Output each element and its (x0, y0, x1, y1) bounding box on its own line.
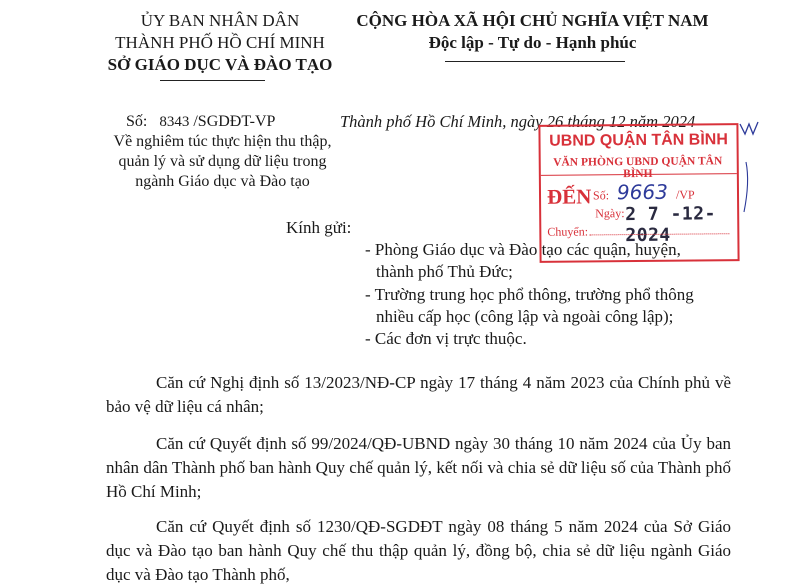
handwritten-mark-icon (736, 112, 766, 222)
stamp-so-label: Số: (592, 188, 610, 203)
paragraph-2: Căn cứ Quyết định số 99/2024/QĐ-UBND ngày 30 tháng 10 năm 2024 của Ủy ban nhân dân Thành phố ban hành Quy chế quản lý, kết nối và chia sẻ dữ liệu số của Thành phố Hồ Chí Minh; (106, 434, 731, 501)
issue-date: Thành phố Hồ Chí Minh, ngày 26 tháng 12 năm 2024 (340, 112, 696, 131)
document-number (126, 113, 275, 131)
stamp-date-value: 2 7 -12- 2024 (625, 203, 716, 247)
paragraph-1: Căn cứ Nghị định số 13/2023/NĐ-CP ngày 17 tháng 4 năm 2023 của Chính phủ về bảo vệ dữ liệu cá nhân; (106, 373, 731, 416)
agency-line-2: THÀNH PHỐ HỒ CHÍ MINH (115, 33, 325, 52)
doc-number-prefix: Số: (126, 113, 148, 130)
agency-department: SỞ GIÁO DỤC VÀ ĐÀO TẠO (107, 55, 333, 74)
stamp-vp: /VP (675, 187, 695, 202)
subject-line-3: ngành Giáo dục và Đào tạo (135, 173, 310, 190)
doc-number-value: 8343 (159, 114, 190, 130)
stamp-district: UBND QUẬN TÂN BÌNH (549, 131, 728, 150)
stamp-den: ĐẾN (546, 184, 592, 209)
recipient-line-1: - Phòng Giáo dục và Đào tạo các quận, huyện, (365, 240, 681, 259)
motto-underline (445, 61, 625, 62)
doc-number-suffix: /SGDĐT-VP (193, 113, 276, 130)
subject-line-2: quản lý và sử dụng dữ liệu trong (118, 153, 327, 170)
recipient-line-4: nhiều cấp học (công lập và ngoài công lập); (376, 307, 674, 326)
subject-line-1: Về nghiêm túc thực hiện thu thập, (113, 133, 332, 150)
recipient-line-2: thành phố Thủ Đức; (376, 262, 513, 281)
stamp-office: VĂN PHÒNG UBND QUẬN TÂN BÌNH (553, 155, 723, 181)
paragraph-3: Căn cứ Quyết định số 1230/QĐ-SGDĐT ngày 08 tháng 5 năm 2024 của Sở Giáo dục và Đào tạo ban hành Quy chế thu thập quản lý, đồng bộ, chia sẻ dữ liệu ngành Giáo dục và Đào tạo Thành phố, (106, 517, 731, 584)
greeting: Kính gửi: (286, 218, 352, 237)
stamp-chuyen-label: Chuyển: (547, 224, 589, 239)
stamp-ngay-label: Ngày: (595, 206, 625, 221)
national-motto: Độc lập - Tự do - Hạnh phúc (428, 33, 637, 52)
recipient-line-3: - Trường trung học phổ thông, trường phổ thông (365, 285, 694, 304)
recipient-line-5: - Các đơn vị trực thuộc. (365, 329, 527, 348)
national-title: CỘNG HÒA XÃ HỘI CHỦ NGHĨA VIỆT NAM (356, 11, 709, 30)
incoming-stamp (538, 123, 739, 263)
stamp-so-value: 9663 (616, 179, 669, 205)
agency-underline (160, 80, 265, 81)
agency-line-1: ỦY BAN NHÂN DÂN (140, 11, 300, 30)
